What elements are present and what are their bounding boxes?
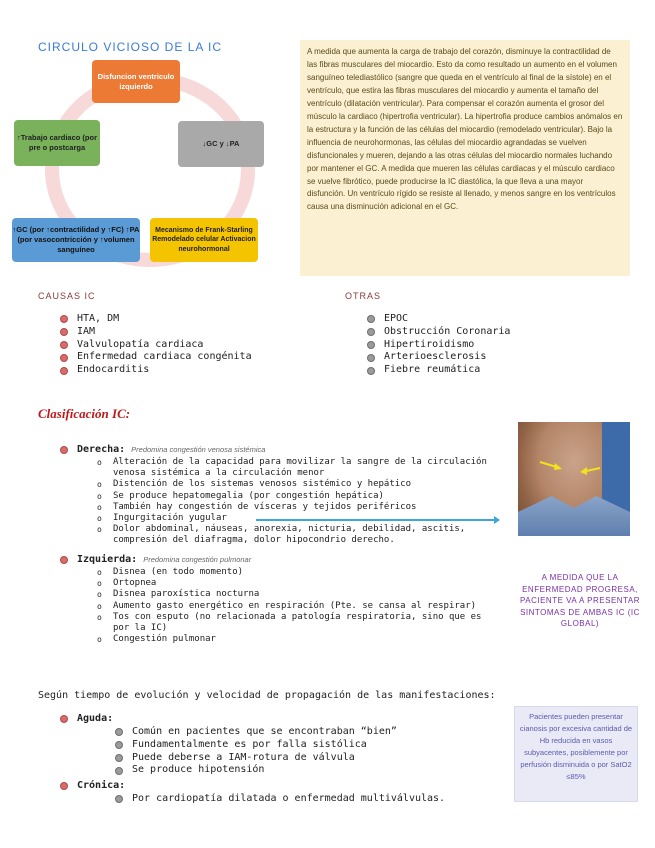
list-item: o Distención de los sistemas venosos sistémico y hepático [97, 479, 507, 490]
causes-list [60, 313, 252, 377]
bullet-icon [367, 367, 375, 375]
list-item: Común en pacientes que se encontraban “bien” [115, 726, 397, 739]
list-item: Fiebre reumática [367, 364, 510, 377]
bullet-icon [115, 767, 123, 775]
cycle-box-top: Disfuncion ventriculo izquierdo [92, 60, 180, 103]
cronica-heading: Crónica: [60, 780, 125, 791]
arrow-to-photo [256, 519, 498, 521]
list-item: o Dolor abdominal, náuseas, anorexia, nicturia, debilidad, ascitis, compresión del diafragma, dolor hipocondrio derecho. [97, 524, 507, 546]
list-item: EPOC [367, 313, 510, 326]
aguda-list [115, 726, 397, 777]
izquierda-heading: Izquierda: Predomina congestión pulmonar [60, 554, 251, 565]
list-item: o También hay congestión de vísceras y tejidos periféricos [97, 502, 507, 513]
bullet-icon [60, 715, 68, 723]
derecha-heading: Derecha: Predomina congestión venosa sistémica [60, 444, 265, 455]
list-item: o Disnea paroxística nocturna [97, 589, 497, 600]
bullet-icon [115, 741, 123, 749]
list-item: o Ortopnea [97, 578, 497, 589]
jugular-distension-photo [518, 422, 630, 536]
bullet-icon [60, 328, 68, 336]
list-item: Hipertiroidismo [367, 339, 510, 352]
evolution-title: Según tiempo de evolución y velocidad de propagación de las manifestaciones: [38, 690, 496, 701]
cronica-list [115, 793, 445, 806]
izquierda-list [97, 567, 497, 645]
list-item: Endocarditis [60, 364, 252, 377]
list-item: Arterioesclerosis [367, 351, 510, 364]
list-item: o Congestión pulmonar [97, 634, 497, 645]
list-item: Por cardiopatía dilatada o enfermedad multiválvulas. [115, 793, 445, 806]
list-item: Fundamentalmente es por falla sistólica [115, 739, 397, 752]
cyanosis-note: Pacientes pueden presentar cianosis por excesiva cantidad de Hb reducida en vasos subyacentes, posiblemente por perfusión disminuida o por SatO2 ≤85% [514, 706, 638, 802]
list-item: o Aumento gasto energético en respiración (Pte. se cansa al respirar) [97, 601, 497, 612]
list-item: o Alteración de la capacidad para movilizar la sangre de la circulación venosa sistémica a la circulación menor [97, 457, 507, 479]
list-item: Obstrucción Coronaria [367, 326, 510, 339]
list-item: Puede deberse a IAM-rotura de válvula [115, 752, 397, 765]
list-item: Enfermedad cardiaca congénita [60, 351, 252, 364]
cycle-title: CIRCULO VICIOSO DE LA IC [38, 40, 223, 54]
classification-title: Clasificación IC: [38, 406, 131, 421]
cycle-box-right: ↓GC y ↓PA [178, 121, 264, 167]
derecha-list [97, 457, 507, 547]
list-item: Valvulopatía cardiaca [60, 339, 252, 352]
list-item: HTA, DM [60, 313, 252, 326]
bullet-icon [60, 367, 68, 375]
list-item: IAM [60, 326, 252, 339]
bullet-icon [115, 795, 123, 803]
bullet-icon [367, 315, 375, 323]
bullet-icon [60, 315, 68, 323]
bullet-icon [60, 354, 68, 362]
bullet-icon [115, 754, 123, 762]
bullet-icon [115, 728, 123, 736]
info-box: A medida que aumenta la carga de trabajo del corazón, disminuye la contractilidad de las fibras musculares del miocardio. Esto da como resultado un aumento en el volumen sanguíneo telediastólico (sangre que queda en el ventrículo al final de la sístole) en el ventrículo, que estira las fibras musculares del miocardio y aumenta el tamaño del ventrículo (dilatación ventricular). Para compensar el corazón aumenta el grosor del músculo la cardiaco (hipertrofia ventricular). La hipertrofia produce cambios anómalos en la estructura y la función de las células del miocardio (remodelado ventricular). Bajo la influencia de neurohormonas, las células del miocardio agrandadas se vuelven disfuncionales y mueren, dejando a las otras células del miocardio normales luchando por mantener el GC. A medida que mueren las células cardiacas y el músculo cardiaco se vuelve fibrótico, puede producirse la IC diastólica, la que lleva a una mayor disfunción. Un ventrículo rígido se resiste al llenado, y menos sangre en los ventrículos causa una disminución adicional en el GC. [300, 40, 630, 276]
bullet-icon [367, 341, 375, 349]
others-list [367, 313, 510, 377]
causes-label: CAUSAS IC [38, 291, 96, 301]
bullet-icon [60, 341, 68, 349]
list-item: o Se produce hepatomegalia (por congestión hepática) [97, 491, 507, 502]
cycle-box-bottom-left: ↑GC (por ↑contractilidad y ↑FC) ↑PA (por vasocontricción y ↑volumen sanguíneo [12, 218, 140, 262]
purple-note: A MEDIDA QUE LA ENFERMEDAD PROGRESA, PACIENTE VA A PRESENTAR SINTOMAS DE AMBAS IC (IC GLOBAL) [520, 573, 640, 629]
arrow-icon [518, 422, 630, 536]
cycle-box-bottom-right: Mecanismo de Frank-Starling Remodelado celular Activacion neurohormonal [150, 218, 258, 262]
list-item: o Ingurgitación yugular [97, 513, 507, 524]
others-label: OTRAS [345, 291, 382, 301]
bullet-icon [60, 556, 68, 564]
list-item: Se produce hipotensión [115, 764, 397, 777]
list-item: o Tos con esputo (no relacionada a patología respiratoria, sino que es por la IC) [97, 612, 497, 634]
cycle-box-left: ↑Trabajo cardiaco (por pre o postcarga [14, 120, 100, 166]
bullet-icon [367, 328, 375, 336]
bullet-icon [367, 354, 375, 362]
aguda-heading: Aguda: [60, 713, 113, 724]
bullet-icon [60, 446, 68, 454]
bullet-icon [60, 782, 68, 790]
list-item: o Disnea (en todo momento) [97, 567, 497, 578]
